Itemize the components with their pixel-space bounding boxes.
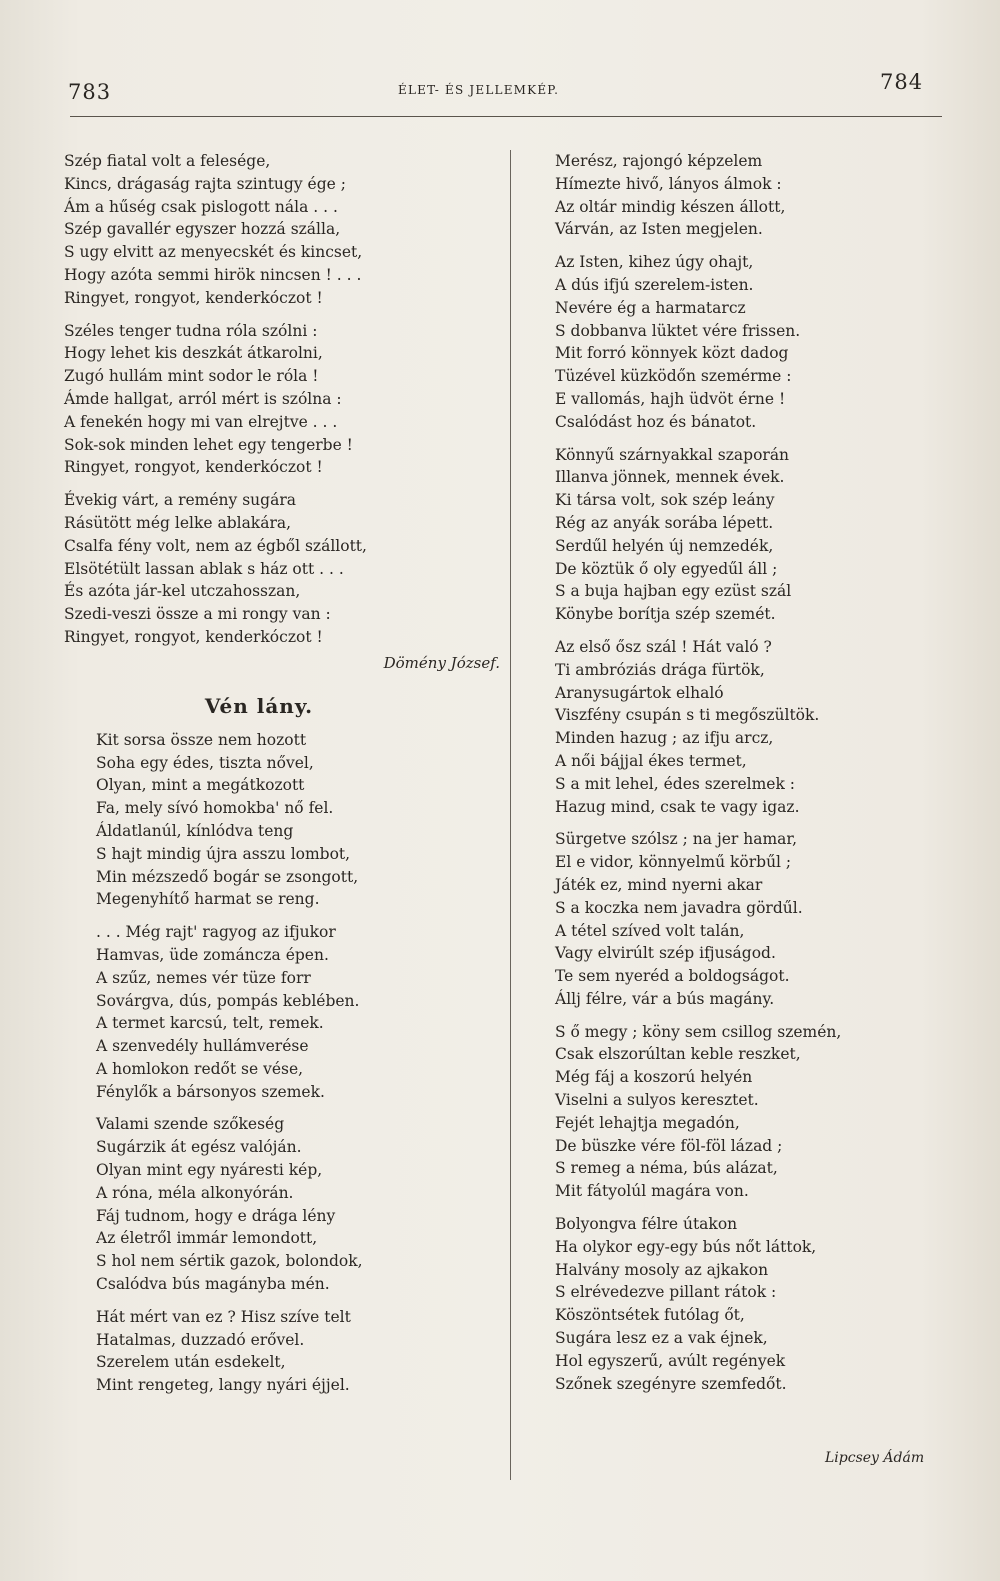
poem-line: Szedi-veszi össze a mi rongy van :: [64, 605, 331, 624]
stanza: [555, 1021, 960, 1203]
poem-line: Serdűl helyén új nemzedék,: [555, 536, 774, 555]
poem-line: A termet karcsú, telt, remek.: [96, 1014, 324, 1033]
poem-line: Fejét lehajtja megadón,: [555, 1113, 740, 1132]
stanza-gap: [64, 911, 500, 921]
stanza: [64, 921, 500, 1103]
poem-line: Vagy elvirúlt szép ifjuságod.: [555, 944, 776, 963]
poem-line: Nevére ég a harmatarcz: [555, 298, 746, 317]
poem-line: A szenvedély hullámverése: [96, 1037, 309, 1056]
poem-line: Az Isten, kihez úgy ohajt,: [555, 253, 754, 272]
poem-line: S ugy elvitt az menyecskét és kincset,: [64, 243, 363, 262]
poem-line: S a buja hajban egy ezüst szál: [555, 582, 792, 601]
poem-line: Fáj tudnom, hogy e drága lény: [96, 1206, 336, 1225]
poem-line: Sugárzik át egész valóján.: [96, 1138, 302, 1157]
poem-line: Áldatlanúl, kínlódva teng: [96, 821, 294, 840]
poem-line: Hímezte hivő, lányos álmok :: [555, 174, 782, 193]
poem-line: Ringyet, rongyot, kenderkóczot !: [64, 627, 323, 646]
poem-line: Hatalmas, duzzadó erővel.: [96, 1330, 305, 1349]
poem-line: De büszke vére föl-föl lázad ;: [555, 1136, 783, 1155]
stanza: [555, 1213, 960, 1395]
poem-line: Zugó hullám mint sodor le róla !: [64, 367, 319, 386]
poem-line: E vallomás, hajh üdvöt érne !: [555, 389, 786, 408]
poem-line: S a koczka nem javadra gördűl.: [555, 898, 803, 917]
poem-line: Olyan mint egy nyáresti kép,: [96, 1161, 323, 1180]
stanza-gap: [555, 434, 960, 444]
poem-line: S hajt mindig újra asszu lombot,: [96, 844, 351, 863]
poem-line: Az életről immár lemondott,: [96, 1229, 318, 1248]
poem-line: Tüzével küzködőn szemérme :: [555, 367, 792, 386]
poem-line: A róna, méla alkonyórán.: [96, 1183, 294, 1202]
poem-line: Min mézszedő bogár se zsongott,: [96, 867, 359, 886]
stanza: [555, 444, 960, 626]
poem-line: Szép gavallér egyszer hozzá szálla,: [64, 220, 341, 239]
stanza-gap: [64, 1296, 500, 1306]
poem-line: Még fáj a koszorú helyén: [555, 1068, 753, 1087]
poem-line: Mit forró könnyek közt dadog: [555, 344, 789, 363]
stanza: [64, 729, 500, 911]
poem-line: Az oltár mindig készen állott,: [555, 197, 786, 216]
poem-line: Minden hazug ; az ifju arcz,: [555, 729, 774, 748]
header-rule: [70, 116, 942, 117]
poem-line: . . . Még rajt' ragyog az ifjukor: [96, 923, 336, 942]
stanza-gap: [64, 1103, 500, 1113]
poem-line: S a mit lehel, édes szerelmek :: [555, 774, 796, 793]
poem-line: S remeg a néma, bús alázat,: [555, 1159, 778, 1178]
stanza-gap: [64, 479, 500, 489]
stanza-gap: [555, 1011, 960, 1021]
poem-line: Kincs, drágaság rajta szintugy ége ;: [64, 174, 346, 193]
poem-line: Ti ambróziás drága fürtök,: [555, 660, 765, 679]
poem-line: Bolyongva félre útakon: [555, 1215, 738, 1234]
poem-2-continuation: [555, 150, 960, 1395]
poem-line: Játék ez, mind nyerni akar: [555, 875, 763, 894]
poem-line: Köszöntsétek futólag őt,: [555, 1306, 745, 1325]
poem-line: A homlokon redőt se vése,: [96, 1059, 304, 1078]
poem-line: Csalódást hoz és bánatot.: [555, 412, 757, 431]
column-divider: [510, 150, 511, 1480]
poem-line: Illanva jönnek, mennek évek.: [555, 468, 785, 487]
poem-line: Könnyű szárnyakkal szaporán: [555, 445, 790, 464]
right-column: [555, 150, 960, 1395]
poem-line: Csak elszorúltan keble reszket,: [555, 1045, 801, 1064]
stanza: [555, 636, 960, 818]
running-title: ÉLET- ÉS JELLEMKÉP.: [398, 83, 560, 97]
poem-line: Valami szende szőkeség: [96, 1115, 285, 1134]
poem-line: Fa, mely sívó homokba' nő fel.: [96, 799, 334, 818]
poem-line: Ám a hűség csak pislogott nála . . .: [64, 197, 338, 216]
poem-line: Hogy lehet kis deszkát átkarolni,: [64, 344, 323, 363]
stanza: [555, 828, 960, 1010]
stanza-gap: [64, 310, 500, 320]
poem-2-body: [64, 729, 500, 1397]
poem-line: Ámde hallgat, arról mért is szólna :: [64, 389, 342, 408]
poem-line: Sovárgva, dús, pompás keblében.: [96, 991, 360, 1010]
poem-line: Sok-sok minden lehet egy tengerbe !: [64, 435, 353, 454]
poem-line: Rég az anyák sorába lépett.: [555, 513, 774, 532]
stanza: [555, 150, 960, 241]
poem-line: Csalfa fény volt, nem az égből szállott,: [64, 536, 367, 555]
stanza-gap: [555, 626, 960, 636]
stanza-gap: [555, 241, 960, 251]
stanza: [64, 320, 500, 480]
stanza-gap: [555, 818, 960, 828]
poem-line: Halvány mosoly az ajkakon: [555, 1260, 769, 1279]
poem-line: Várván, az Isten megjelen.: [555, 220, 763, 239]
poem-line: Szerelem után esdekelt,: [96, 1353, 286, 1372]
poem-line: Olyan, mint a megátkozott: [96, 776, 305, 795]
stanza-gap: [555, 1203, 960, 1213]
poem-line: Szép fiatal volt a felesége,: [64, 152, 271, 170]
poem-2-title: Vén lány.: [204, 693, 314, 718]
page-number-left: 783: [68, 80, 112, 104]
poem-line: Könybe borítja szép szemét.: [555, 605, 776, 624]
stanza: [555, 251, 960, 433]
poem-2-author: Lipcsey Ádám: [825, 1450, 925, 1466]
poem-line: Ringyet, rongyot, kenderkóczot !: [64, 288, 323, 307]
poem-line: Kit sorsa össze nem hozott: [96, 730, 307, 749]
stanza: [64, 1306, 500, 1397]
poem-line: Mit fátyolúl magára von.: [555, 1182, 749, 1201]
poem-line: Hogy azóta semmi hirök nincsen ! . . .: [64, 265, 362, 284]
poem-line: Sugára lesz ez a vak éjnek,: [555, 1329, 768, 1348]
poem-line: Hamvas, üde zománcza épen.: [96, 945, 329, 964]
poem-line: Széles tenger tudna róla szólni :: [64, 321, 318, 340]
poem-line: Ringyet, rongyot, kenderkóczot !: [64, 458, 323, 477]
poem-line: Az első ősz szál ! Hát való ?: [555, 637, 772, 656]
poem-line: Aranysugártok elhaló: [555, 683, 724, 702]
poem-line: Szőnek szegényre szemfedőt.: [555, 1374, 787, 1393]
poem-line: A tétel szíved volt talán,: [555, 921, 745, 940]
poem-line: Merész, rajongó képzelem: [555, 152, 763, 170]
poem-line: Te sem nyeréd a boldogságot.: [555, 967, 790, 986]
poem-line: Viselni a sulyos keresztet.: [555, 1091, 759, 1110]
poem-line: Megenyhítő harmat se reng.: [96, 890, 320, 909]
poem-line: Hol egyszerű, avúlt regények: [555, 1351, 786, 1370]
poem-line: S dobbanva lüktet vére frissen.: [555, 321, 801, 340]
poem-line: Elsötétült lassan ablak s ház ott . . .: [64, 559, 344, 578]
poem-line: S elrévedezve pillant rátok :: [555, 1283, 777, 1302]
poem-line: A szűz, nemes vér tüze forr: [96, 968, 311, 987]
poem-line: Soha egy édes, tiszta nővel,: [96, 753, 314, 772]
left-column: [64, 150, 500, 1397]
poem-line: És azóta jár-kel utczahosszan,: [64, 582, 301, 601]
poem-line: Ki társa volt, sok szép leány: [555, 491, 775, 510]
page-header: [0, 70, 1000, 110]
stanza: [64, 489, 500, 649]
poem-line: S hol nem sértik gazok, bolondok,: [96, 1252, 363, 1271]
poem-line: El e vidor, könnyelmű körbűl ;: [555, 853, 792, 872]
poem-line: Mint rengeteg, langy nyári éjjel.: [96, 1376, 350, 1395]
poem-1-author: Dömény József.: [383, 653, 500, 672]
poem-line: Hát mért van ez ? Hisz szíve telt: [96, 1307, 351, 1326]
stanza: [64, 1113, 500, 1295]
poem-line: Évekig várt, a remény sugára: [64, 491, 296, 510]
poem-line: De köztük ő oly egyedűl áll ;: [555, 559, 778, 578]
poem-line: Csalódva bús magányba mén.: [96, 1275, 330, 1294]
poem-line: Rásütött még lelke ablakára,: [64, 513, 292, 532]
poem-line: A dús ifjú szerelem-isten.: [555, 275, 754, 294]
poem-line: Sürgetve szólsz ; na jer hamar,: [555, 830, 798, 849]
poem-line: Állj félre, vár a bús magány.: [555, 989, 775, 1008]
poem-line: A női bájjal ékes termet,: [555, 751, 747, 770]
poem-line: Ha olykor egy-egy bús nőt láttok,: [555, 1237, 817, 1256]
poem-line: Hazug mind, csak te vagy igaz.: [555, 797, 800, 816]
poem-line: Viszfény csupán s ti megőszültök.: [555, 706, 820, 725]
stanza: [64, 150, 500, 310]
poem-1-body: [64, 150, 500, 649]
page-number-right: 784: [880, 70, 924, 94]
poem-line: S ő megy ; köny sem csillog szemén,: [555, 1022, 842, 1041]
poem-line: A fenekén hogy mi van elrejtve . . .: [64, 412, 338, 431]
poem-line: Fénylők a bársonyos szemek.: [96, 1082, 325, 1101]
